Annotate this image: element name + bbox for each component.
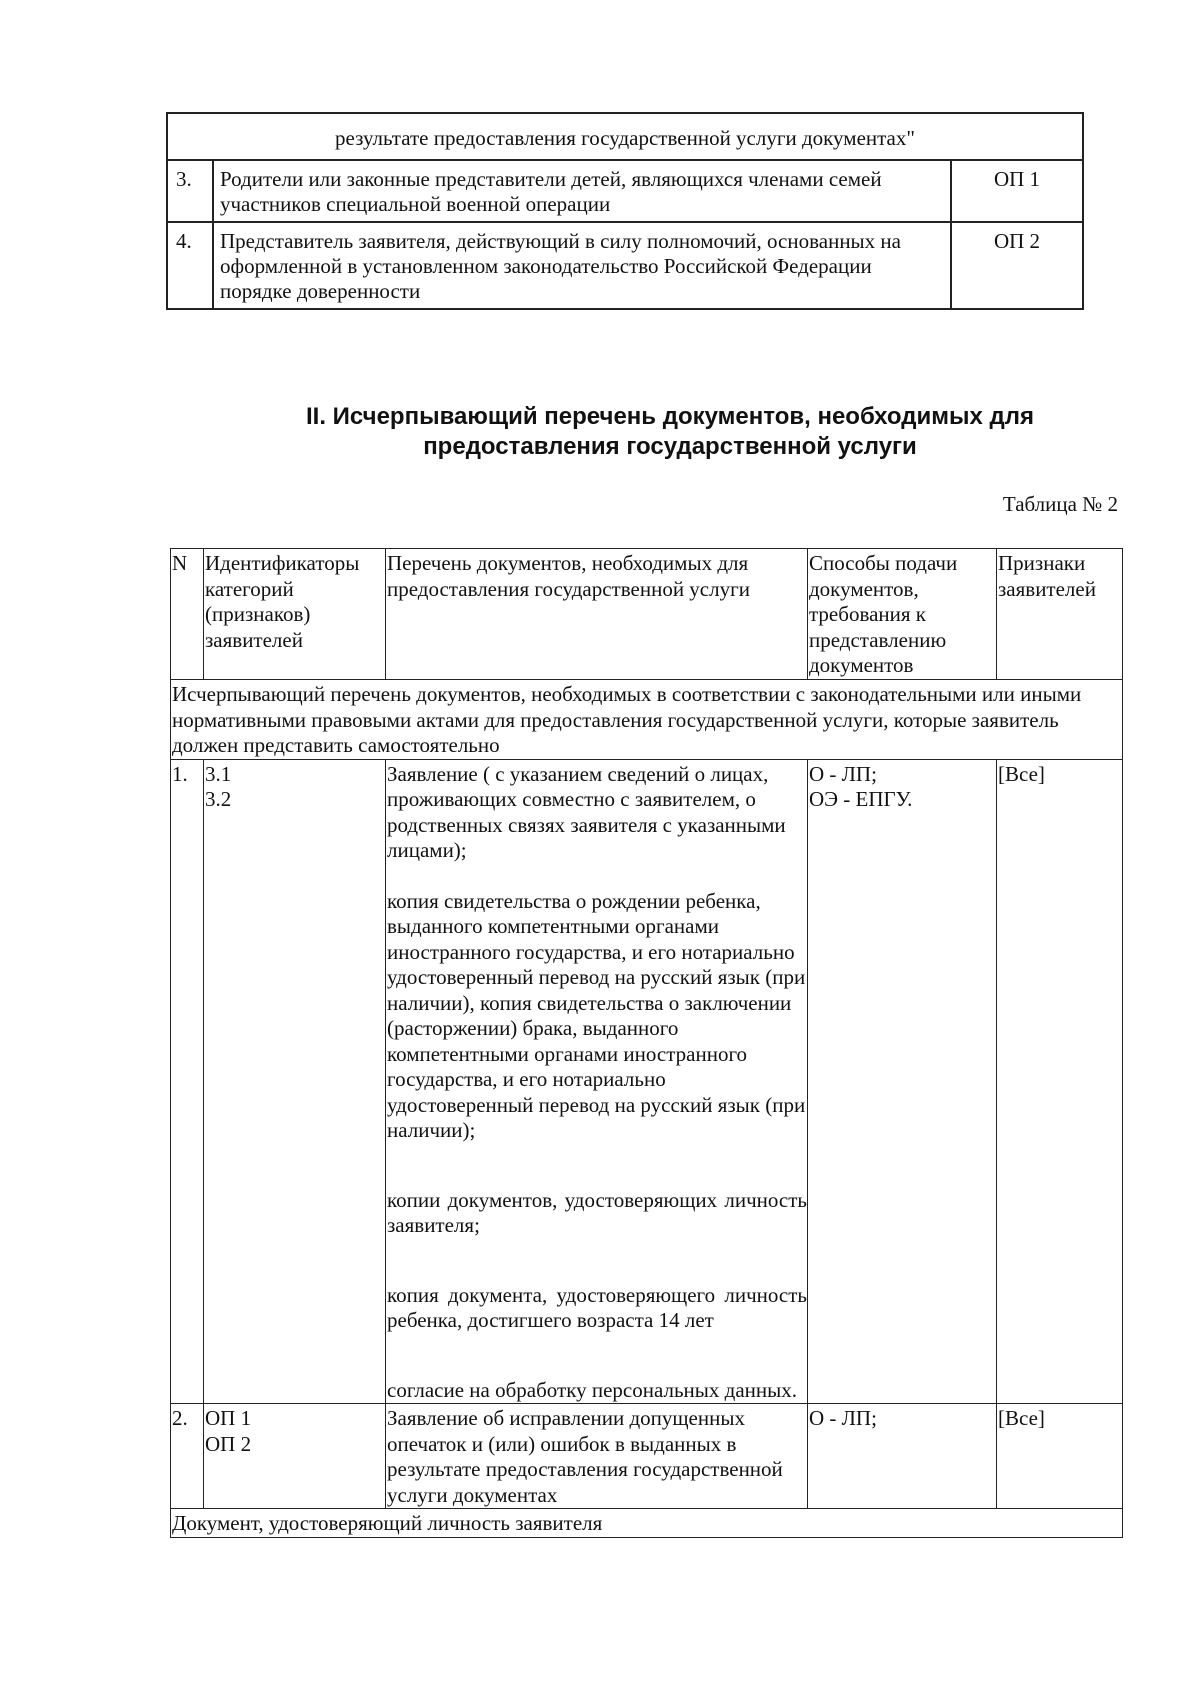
section-row <box>171 1509 1123 1538</box>
header-n: N <box>171 549 204 680</box>
method: ОЭ - ЕПГУ. <box>809 787 913 811</box>
section-row <box>171 680 1123 760</box>
document-item: копии документов, удостоверяющих личность заявителя; <box>387 1187 807 1237</box>
row-number: 3. <box>167 160 213 222</box>
document-item: согласие на обработку персональных данных. <box>387 1377 797 1402</box>
row-number: 4. <box>167 222 213 309</box>
top-table <box>166 112 1084 310</box>
table-row <box>167 160 1083 222</box>
row-code: ОП 1 <box>951 160 1083 222</box>
table-number: Таблица № 2 <box>1002 492 1118 516</box>
header-documents: Перечень документов, необходимых для предоставления государственной услуги <box>386 549 808 680</box>
method: О - ЛП; <box>809 761 877 786</box>
row-code: ОП 2 <box>951 222 1083 309</box>
section-text: Исчерпывающий перечень документов, необходимых в соответствии с законодательными или иными нормативными правовыми актами для предоставления государственной услуги, которые заявитель должен представить самостоятельно <box>171 680 1123 760</box>
table-row <box>171 759 1123 1404</box>
row-documents: Заявление об исправлении допущенных опечаток и (или) ошибок в выданных в результате предоставления государственной услуги документах <box>386 1404 808 1509</box>
row-number: 2. <box>171 1404 204 1509</box>
table-row <box>171 1404 1123 1509</box>
row-methods: О - ЛП; <box>808 1404 997 1509</box>
header-methods: Способы подачи документов, требования к представлению документов <box>808 549 997 680</box>
identifier: 3.1 <box>205 761 232 786</box>
row-number: 1. <box>171 759 204 1404</box>
row-identifiers <box>204 1404 386 1509</box>
footer-section-text: Документ, удостоверяющий личность заявителя <box>171 1509 1123 1538</box>
row-methods <box>808 759 997 1404</box>
document-item: копия документа, удостоверяющего личность ребенка, достигшего возраста 14 лет <box>387 1282 807 1332</box>
documents-table <box>170 548 1123 1538</box>
table-row <box>167 113 1083 160</box>
row-sign: [Все] <box>997 1404 1123 1509</box>
identifier: 3.2 <box>205 787 232 811</box>
header-signs: Признаки заявителей <box>997 549 1123 680</box>
section-heading <box>230 402 1110 462</box>
row-text: Представитель заявителя, действующий в силу полномочий, основанных на оформленной в установленном законодательство Российской Федерации порядке доверенности <box>213 222 951 309</box>
document-item: Заявление ( с указанием сведений о лицах, проживающих совместно с заявителем, о родственных связях заявителя с указанными лицами); <box>387 761 786 862</box>
heading-line-1: II. Исчерпывающий перечень документов, необходимых для <box>305 403 1035 430</box>
table-row <box>167 222 1083 309</box>
heading-line-2: предоставления государственной услуги <box>423 433 917 460</box>
row-documents <box>386 759 808 1404</box>
continuation-cell: результате предоставления государственной услуги документах" <box>167 113 1083 160</box>
header-row <box>171 549 1123 680</box>
identifier: ОП 1 <box>205 1406 252 1430</box>
identifier: ОП 2 <box>205 1431 252 1456</box>
header-identifiers: Идентификаторы категорий (признаков) заявителей <box>204 549 386 680</box>
row-sign: [Все] <box>997 759 1123 1404</box>
document-item: копия свидетельства о рождении ребенка, выданного компетентными органами иностранного государства, и его нотариально удостоверенный перевод на русский язык (при наличии), копия свидетельства о заключении (расторжении) брака, выданного компетентными органами иностранного государства, и его нотариально удостоверенный перевод на русский язык (при наличии); <box>387 888 806 1142</box>
row-identifiers <box>204 759 386 1404</box>
row-text: Родители или законные представители детей, являющихся членами семей участников специальной военной операции <box>213 160 951 222</box>
